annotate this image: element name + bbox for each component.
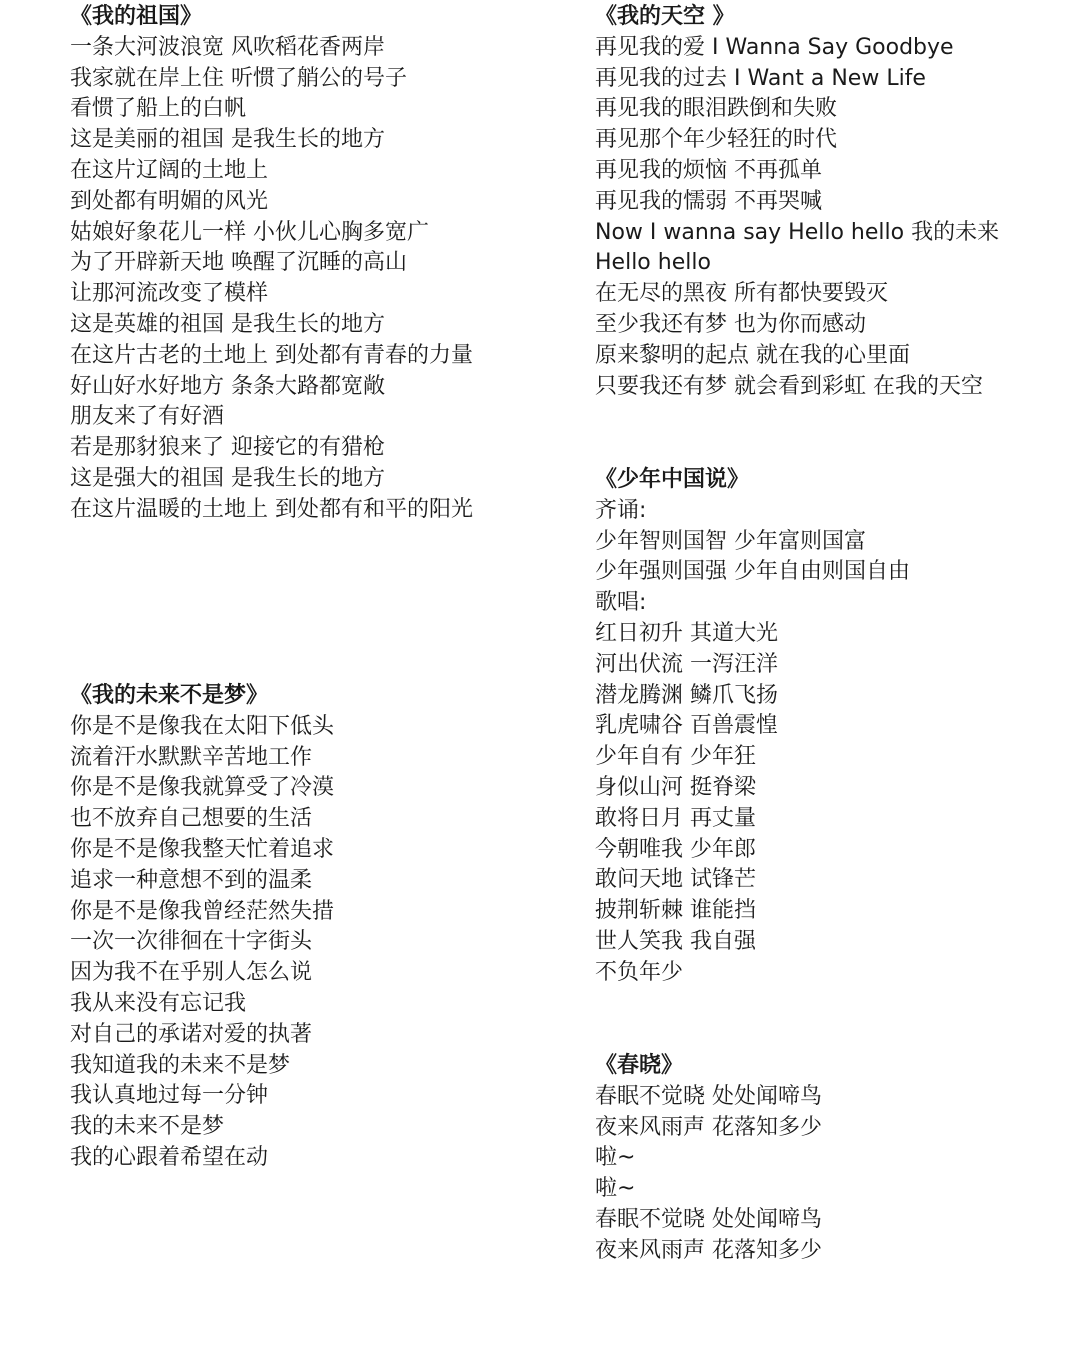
lyric-line: 再见我的爱 I Wanna Say Goodbye bbox=[595, 34, 954, 60]
lyric-line: 今朝唯我 少年郎 bbox=[595, 836, 756, 862]
lyric-line: 再见那个年少轻狂的时代 bbox=[595, 127, 838, 153]
lyric-line: 我从来没有忘记我 bbox=[70, 990, 247, 1016]
lyric-line: 夜来风雨声 花落知多少 bbox=[595, 1114, 822, 1140]
lyric-line: 原来黎明的起点 就在我的心里面 bbox=[595, 342, 910, 368]
lyric-line: 身似山河 挺脊梁 bbox=[595, 774, 756, 800]
lyric-line: 少年智则国智 少年富则国富 bbox=[595, 528, 866, 554]
lyric-line: 再见我的烦恼 不再孤单 bbox=[595, 157, 822, 183]
lyric-line: 若是那豺狼来了 迎接它的有猎枪 bbox=[70, 435, 385, 461]
lyric-line: 乳虎啸谷 百兽震惶 bbox=[595, 713, 778, 739]
song-title: 《少年中国说》 bbox=[595, 467, 750, 492]
lyric-line: 潜龙腾渊 鳞爪飞扬 bbox=[595, 682, 778, 708]
lyric-line: Now I wanna say Hello hello 我的未来 bbox=[595, 219, 1000, 245]
lyrics-list bbox=[595, 33, 999, 403]
lyrics-list bbox=[70, 712, 334, 1174]
lyric-line: 啦~ bbox=[595, 1145, 636, 1171]
lyric-line: 一条大河波浪宽 风吹稻花香两岸 bbox=[70, 34, 385, 60]
lyric-line: 歌唱: bbox=[595, 590, 647, 616]
lyric-line: 你是不是像我曾经茫然失措 bbox=[70, 898, 335, 924]
lyric-line: 看惯了船上的白帆 bbox=[70, 96, 247, 122]
lyric-line: 齐诵: bbox=[595, 497, 647, 523]
lyric-line: 在这片温暖的土地上 到处都有和平的阳光 bbox=[70, 496, 473, 522]
lyric-line: 你是不是像我整天忙着追求 bbox=[70, 836, 335, 862]
lyric-line: 春眠不觉晓 处处闻啼鸟 bbox=[595, 1206, 822, 1232]
lyric-line: 啦~ bbox=[595, 1176, 636, 1202]
lyrics-list bbox=[595, 1082, 822, 1267]
song-title: 《我的祖国》 bbox=[70, 4, 203, 29]
lyric-line: 好山好水好地方 条条大路都宽敞 bbox=[70, 373, 385, 399]
lyric-line: 春眠不觉晓 处处闻啼鸟 bbox=[595, 1083, 822, 1109]
song-ode-to-young-china bbox=[595, 465, 910, 989]
lyric-line: 一次一次徘徊在十字街头 bbox=[70, 929, 313, 955]
lyric-line: 我知道我的未来不是梦 bbox=[70, 1052, 291, 1078]
lyric-line: 敢问天地 试锋芒 bbox=[595, 867, 756, 893]
lyric-line: 夜来风雨声 花落知多少 bbox=[595, 1237, 822, 1263]
lyric-line: 少年自有 少年狂 bbox=[595, 744, 756, 770]
lyric-line: 不负年少 bbox=[595, 959, 684, 985]
song-title: 《我的未来不是梦》 bbox=[70, 683, 269, 708]
lyric-line: 你是不是像我在太阳下低头 bbox=[70, 713, 335, 739]
lyrics-list bbox=[70, 33, 473, 526]
lyric-line: 我家就在岸上住 听惯了艄公的号子 bbox=[70, 65, 407, 91]
lyric-line: 朋友来了有好酒 bbox=[70, 404, 225, 430]
lyric-line: 再见我的眼泪跌倒和失败 bbox=[595, 96, 838, 122]
lyric-line: 再见我的过去 I Want a New Life bbox=[595, 65, 926, 91]
song-title: 《春晓》 bbox=[595, 1053, 684, 1078]
lyric-line: 我认真地过每一分钟 bbox=[70, 1083, 269, 1109]
lyric-line: 至少我还有梦 也为你而感动 bbox=[595, 311, 866, 337]
lyric-line: Hello hello bbox=[595, 250, 711, 276]
lyric-line: 再见我的懦弱 不再哭喊 bbox=[595, 188, 822, 214]
lyric-line: 敢将日月 再丈量 bbox=[595, 805, 756, 831]
lyric-line: 少年强则国强 少年自由则国自由 bbox=[595, 559, 910, 585]
song-my-sky bbox=[595, 2, 999, 402]
lyric-line: 因为我不在乎别人怎么说 bbox=[70, 960, 313, 986]
lyric-line: 在这片古老的土地上 到处都有青春的力量 bbox=[70, 342, 473, 368]
lyric-line: 为了开辟新天地 唤醒了沉睡的高山 bbox=[70, 250, 407, 276]
lyric-line: 姑娘好象花儿一样 小伙儿心胸多宽广 bbox=[70, 219, 429, 245]
lyric-line: 你是不是像我就算受了冷漠 bbox=[70, 775, 335, 801]
lyric-line: 披荆斩棘 谁能挡 bbox=[595, 898, 756, 924]
lyric-line: 追求一种意想不到的温柔 bbox=[70, 867, 313, 893]
lyric-line: 在无尽的黑夜 所有都快要毁灭 bbox=[595, 281, 888, 307]
lyric-line: 这是美丽的祖国 是我生长的地方 bbox=[70, 127, 385, 153]
lyric-line: 世人笑我 我自强 bbox=[595, 928, 756, 954]
lyric-line: 我的心跟着希望在动 bbox=[70, 1144, 269, 1170]
lyric-line: 这是强大的祖国 是我生长的地方 bbox=[70, 465, 385, 491]
lyric-line: 流着汗水默默辛苦地工作 bbox=[70, 744, 313, 770]
lyric-line: 我的未来不是梦 bbox=[70, 1114, 225, 1140]
lyric-line: 让那河流改变了模样 bbox=[70, 281, 269, 307]
song-my-motherland bbox=[70, 2, 473, 526]
song-spring-dawn bbox=[595, 1051, 822, 1267]
lyric-line: 对自己的承诺对爱的执著 bbox=[70, 1021, 313, 1047]
lyrics-list bbox=[595, 496, 910, 989]
lyric-line: 河出伏流 一泻汪洋 bbox=[595, 651, 778, 677]
lyric-line: 在这片辽阔的土地上 bbox=[70, 157, 269, 183]
lyric-line: 只要我还有梦 就会看到彩虹 在我的天空 bbox=[595, 373, 983, 399]
song-title: 《我的天空 》 bbox=[595, 4, 735, 29]
lyric-line: 红日初升 其道大光 bbox=[595, 620, 778, 646]
song-my-future-is-not-a-dream bbox=[70, 681, 334, 1174]
lyric-line: 到处都有明媚的风光 bbox=[70, 188, 269, 214]
lyric-line: 也不放弃自己想要的生活 bbox=[70, 806, 313, 832]
lyric-line: 这是英雄的祖国 是我生长的地方 bbox=[70, 311, 385, 337]
